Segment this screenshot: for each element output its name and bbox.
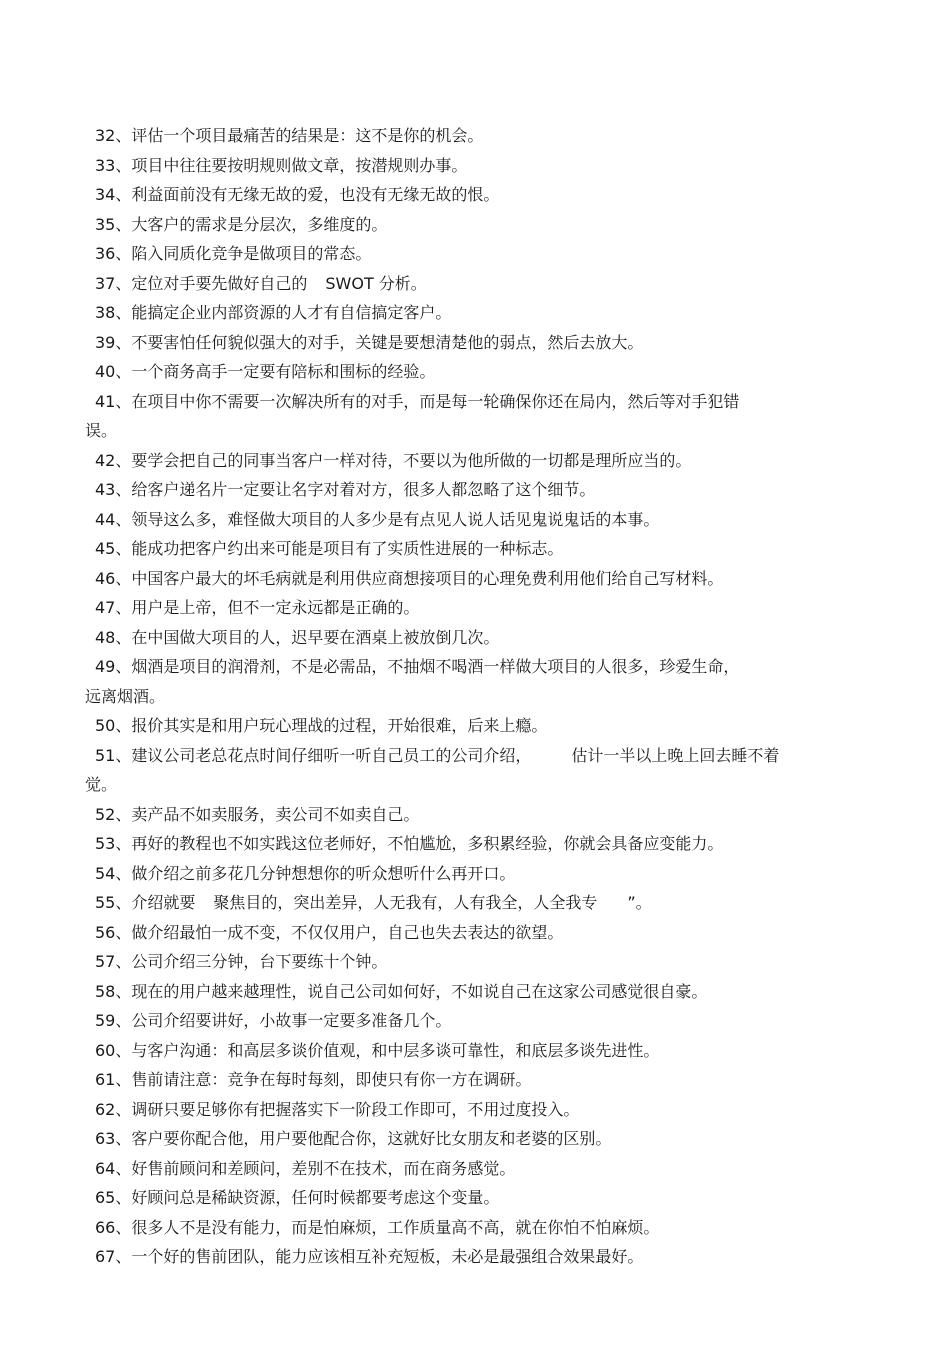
- list-item: [95, 1154, 855, 1184]
- list-item-text: 64、好售前顾问和差顾问，差别不在技术，而在商务感觉。: [95, 1158, 516, 1178]
- list-item: [95, 121, 855, 151]
- list-item: [95, 859, 855, 889]
- list-item-text-part: 估计一半以上晚上回去睡不着: [571, 745, 780, 765]
- list-item-text: 45、能成功把客户约出来可能是项目有了实质性进展的一种标志。: [95, 539, 564, 558]
- list-item: [95, 829, 855, 859]
- list-item: [95, 269, 855, 299]
- list-item: [95, 475, 855, 505]
- list-item-continuation: 觉。: [85, 775, 118, 794]
- list-item-continuation: 误。: [85, 421, 118, 440]
- list-item: [95, 151, 855, 181]
- list-item-text: 35、大客户的需求是分层次，多维度的。: [95, 214, 388, 234]
- numbered-list: [85, 121, 855, 1272]
- list-item-text: 67、一个好的售前团队，能力应该相互补充短板，未必是最强组合效果最好。: [95, 1247, 644, 1266]
- list-item: [95, 1006, 855, 1036]
- list-item: [95, 1095, 855, 1125]
- list-item-text-part: 聚焦目的，突出差异，人无我有，人有我全，人全我专: [213, 893, 598, 912]
- list-item-text: 63、客户要你配合他，用户要他配合你，这就好比女朋友和老婆的区别。: [95, 1129, 612, 1148]
- list-item-text: 65、好顾问总是稀缺资源，任何时候都要考虑这个变量。: [95, 1188, 500, 1207]
- list-item: [85, 652, 855, 711]
- list-item-text-part: SWOT 分析。: [325, 273, 427, 293]
- list-item: [95, 1036, 855, 1066]
- list-item: [85, 741, 855, 800]
- list-item-text: 50、报价其实是和用户玩心理战的过程，开始很难，后来上瘾。: [95, 716, 548, 735]
- list-item: [95, 239, 855, 269]
- list-item-text: 33、项目中往往要按明规则做文章，按潜规则办事。: [95, 155, 468, 175]
- list-item-text: 36、陷入同质化竞争是做项目的常态。: [95, 244, 372, 263]
- list-item-text: 52、卖产品不如卖服务，卖公司不如卖自己。: [95, 804, 420, 824]
- list-item-text: 46、中国客户最大的坏毛病就是利用供应商想接项目的心理免费利用他们给自己写材料。: [95, 568, 724, 588]
- list-item-text: 40、一个商务高手一定要有陪标和围标的经验。: [95, 362, 436, 381]
- list-item-text: 34、利益面前没有无缘无故的爱，也没有无缘无故的恨。: [95, 185, 500, 204]
- list-item: [95, 210, 855, 240]
- list-item: [95, 977, 855, 1007]
- list-item-text: 51、建议公司老总花点时间仔细听一听自己员工的公司介绍，: [95, 745, 532, 765]
- list-item-text: 44、领导这么多，难怪做大项目的人多少是有点见人说人话见鬼说鬼话的本事。: [95, 509, 660, 529]
- list-item-text: 55、介绍就要: [95, 893, 196, 912]
- list-item: [95, 711, 855, 741]
- list-item-text: 59、公司介绍要讲好，小故事一定要多准备几个。: [95, 1011, 452, 1030]
- list-item-text: 57、公司介绍三分钟，台下要练十个钟。: [95, 952, 388, 971]
- list-item: [95, 623, 855, 653]
- list-item: [95, 446, 855, 476]
- list-item-text-part: ”。: [627, 893, 652, 912]
- list-item: [95, 888, 855, 918]
- list-item-text: 58、现在的用户越来越理性，说自己公司如何好，不如说自己在这家公司感觉很自豪。: [95, 981, 708, 1001]
- list-item: [95, 918, 855, 948]
- list-item-text: 60、与客户沟通：和高层多谈价值观，和中层多谈可靠性，和底层多谈先进性。: [95, 1040, 660, 1060]
- list-item: [95, 180, 855, 210]
- list-item-text: 54、做介绍之前多花几分钟想想你的听众想听什么再开口。: [95, 863, 516, 883]
- list-item: [95, 1183, 855, 1213]
- list-item: [95, 593, 855, 623]
- list-item: [95, 1213, 855, 1243]
- list-item-text: 41、在项目中你不需要一次解决所有的对手，而是每一轮确保你还在局内，然后等对手犯错: [95, 391, 740, 411]
- list-item: [95, 564, 855, 594]
- list-item-text: 66、很多人不是没有能力，而是怕麻烦，工作质量高不高，就在你怕不怕麻烦。: [95, 1217, 660, 1237]
- list-item-text: 62、调研只要足够你有把握落实下一阶段工作即可，不用过度投入。: [95, 1099, 580, 1119]
- list-item: [95, 800, 855, 830]
- list-item: [95, 357, 855, 387]
- list-item: [85, 387, 855, 446]
- list-item: [95, 947, 855, 977]
- list-item-text: 32、评估一个项目最痛苦的结果是：这不是你的机会。: [95, 126, 484, 145]
- list-item: [95, 1124, 855, 1154]
- list-item-text: 47、用户是上帝，但不一定永远都是正确的。: [95, 598, 420, 617]
- list-item-text: 53、再好的教程也不如实践这位老师好，不怕尴尬，多积累经验，你就会具备应变能力。: [95, 834, 724, 853]
- list-item-text: 39、不要害怕任何貌似强大的对手，关键是要想清楚他的弱点，然后去放大。: [95, 332, 644, 352]
- list-item-text: 61、售前请注意：竞争在每时每刻，即使只有你一方在调研。: [95, 1070, 532, 1089]
- list-item-text: 43、给客户递名片一定要让名字对着对方，很多人都忽略了这个细节。: [95, 480, 596, 499]
- list-item-continuation: 远离烟酒。: [85, 686, 166, 706]
- list-item-text: 38、能搞定企业内部资源的人才有自信搞定客户。: [95, 303, 452, 322]
- list-item: [95, 298, 855, 328]
- list-item-text: 37、定位对手要先做好自己的: [95, 273, 308, 293]
- list-item-text: 42、要学会把自己的同事当客户一样对待，不要以为他所做的一切都是理所应当的。: [95, 450, 692, 470]
- list-item: [95, 1242, 855, 1272]
- list-item: [95, 328, 855, 358]
- list-item-text: 49、烟酒是项目的润滑剂，不是必需品，不抽烟不喝酒一样做大项目的人很多，珍爱生命，: [95, 657, 740, 676]
- list-item-text: 48、在中国做大项目的人，迟早要在酒桌上被放倒几次。: [95, 627, 500, 647]
- list-item: [95, 534, 855, 564]
- list-item-text: 56、做介绍最怕一成不变，不仅仅用户，自己也失去表达的欲望。: [95, 922, 564, 942]
- list-item: [95, 505, 855, 535]
- list-item: [95, 1065, 855, 1095]
